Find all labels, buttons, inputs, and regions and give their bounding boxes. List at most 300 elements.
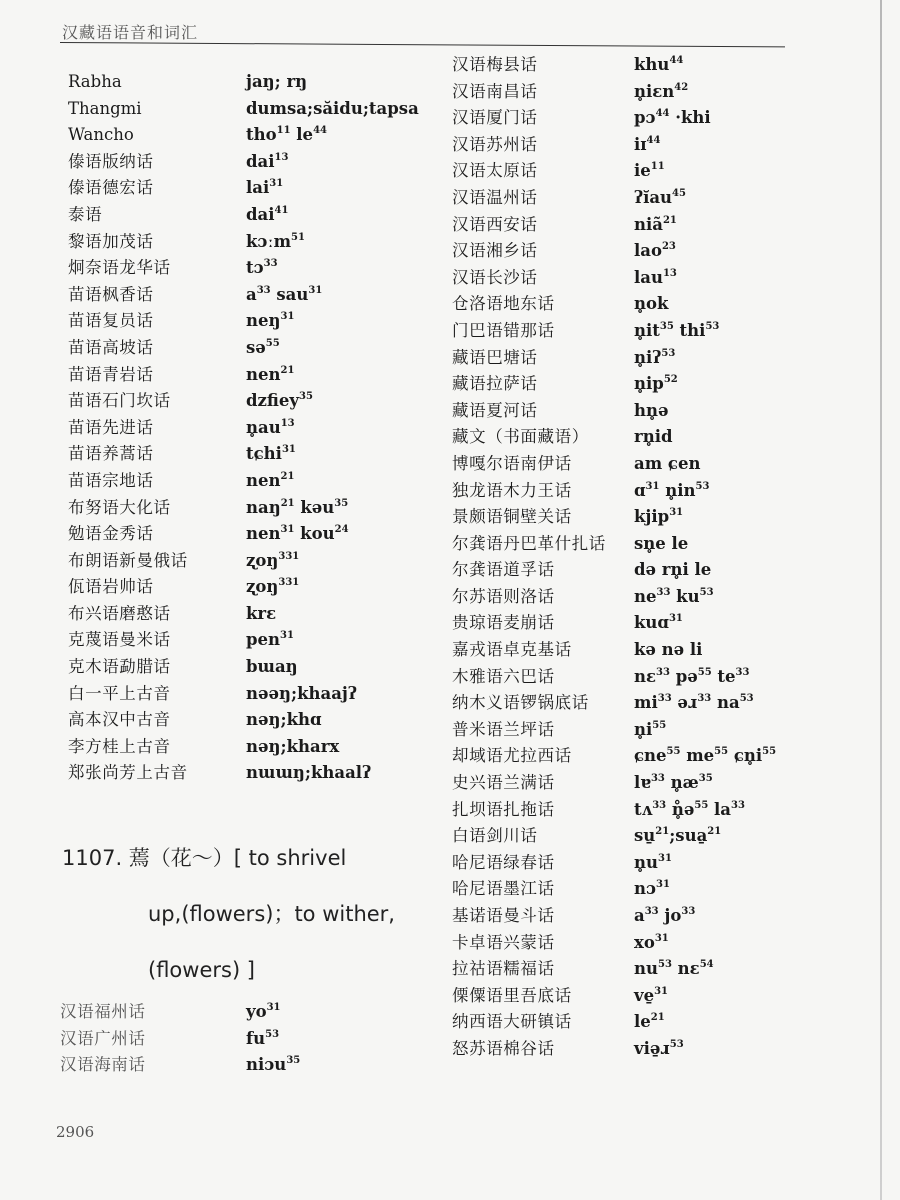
form-segment: te bbox=[711, 666, 736, 686]
entry-heading-line: 1107. 蔫（花～）[ to shrivel bbox=[62, 846, 347, 870]
tone-number: 53 bbox=[695, 480, 710, 492]
tone-number: 31 bbox=[269, 178, 284, 190]
tone-number: 45 bbox=[672, 187, 686, 199]
language-name: 苗语宗地话 bbox=[68, 470, 154, 490]
tone-number: 21 bbox=[655, 826, 670, 838]
language-name: 嘉戎语卓克基话 bbox=[452, 640, 572, 660]
form-segment: ne bbox=[634, 586, 657, 606]
word-form bbox=[634, 479, 709, 503]
page-header-title: 汉藏语语音和词汇 bbox=[62, 23, 199, 42]
word-form bbox=[246, 628, 294, 652]
form-segment: mi bbox=[634, 693, 658, 713]
form-segment: kuɑ bbox=[634, 613, 669, 633]
language-name: 傣语版纳话 bbox=[68, 151, 154, 171]
tone-number: 54 bbox=[699, 959, 714, 971]
tone-number: 13 bbox=[280, 417, 295, 429]
word-form bbox=[246, 416, 295, 440]
form-segment: na bbox=[711, 693, 740, 713]
word-form bbox=[634, 585, 714, 609]
tone-number: 23 bbox=[661, 241, 676, 253]
tone-number: 31 bbox=[645, 480, 660, 492]
tone-number: 21 bbox=[280, 497, 295, 509]
form-segment: thi bbox=[673, 320, 706, 340]
word-form bbox=[634, 505, 683, 529]
tone-number: 33 bbox=[681, 906, 696, 917]
word-form bbox=[246, 389, 313, 413]
language-name: 克蔑语曼米话 bbox=[68, 630, 171, 650]
tone-number: 35 bbox=[286, 1055, 301, 1067]
word-form bbox=[634, 851, 672, 875]
word-form bbox=[634, 452, 700, 476]
tone-number: 35 bbox=[659, 320, 674, 332]
word-form bbox=[634, 984, 668, 1008]
form-segment: la bbox=[708, 799, 732, 819]
tone-number: 33 bbox=[652, 799, 667, 811]
form-segment: niã bbox=[634, 214, 663, 234]
language-name: 白一平上古音 bbox=[68, 683, 171, 703]
form-segment: ie bbox=[634, 161, 651, 181]
language-name: 汉语湘乡话 bbox=[452, 241, 538, 261]
word-form bbox=[634, 266, 677, 290]
language-name: 汉语西安话 bbox=[452, 214, 538, 234]
form-segment: niɔu bbox=[246, 1055, 287, 1075]
word-form bbox=[246, 442, 296, 466]
form-segment: kə nə li bbox=[634, 640, 703, 660]
word-form bbox=[634, 372, 678, 396]
tone-number: 21 bbox=[707, 826, 722, 838]
form-segment: lau bbox=[634, 267, 663, 287]
language-name: 尔龚语丹巴革什扎话 bbox=[452, 533, 606, 553]
word-form bbox=[634, 346, 675, 370]
language-name: 汉语南昌话 bbox=[452, 81, 538, 101]
tone-number: 55 bbox=[714, 746, 729, 758]
tone-number: 21 bbox=[650, 1012, 665, 1024]
language-name: 苗语复员话 bbox=[68, 311, 154, 331]
language-name: 仓洛语地东话 bbox=[452, 294, 555, 314]
language-name: 佤语岩帅话 bbox=[68, 577, 154, 597]
word-form bbox=[246, 735, 339, 759]
tone-number: 331 bbox=[278, 550, 300, 562]
tone-number: 33 bbox=[657, 693, 672, 705]
language-name: 苗语高坡话 bbox=[68, 337, 154, 357]
form-segment: ʐoŋ bbox=[246, 550, 279, 570]
language-name: 尔龚语道孚话 bbox=[452, 560, 555, 580]
tone-number: 31 bbox=[266, 1002, 281, 1013]
language-name: 门巴语错那话 bbox=[452, 320, 555, 340]
word-form bbox=[246, 176, 283, 200]
form-segment: nɯɯŋ;khaalʔ bbox=[246, 763, 372, 783]
language-name: 炯奈语龙华话 bbox=[68, 258, 171, 278]
form-segment: le bbox=[634, 1012, 651, 1032]
word-form bbox=[634, 53, 683, 77]
entry-heading-line: up,(flowers)；to wither, bbox=[148, 902, 395, 926]
form-segment: n̥it bbox=[634, 320, 660, 340]
tone-number: 33 bbox=[263, 258, 278, 270]
form-segment: tɕhi bbox=[246, 444, 282, 464]
tone-number: 24 bbox=[334, 524, 349, 536]
language-name: 贵琼语麦崩话 bbox=[452, 613, 555, 633]
word-form bbox=[246, 70, 307, 94]
word-form bbox=[634, 665, 749, 689]
page-right-edge bbox=[880, 0, 882, 1200]
tone-number: 55 bbox=[694, 799, 709, 811]
language-name: 木雅语六巴话 bbox=[452, 666, 555, 686]
form-segment: xo bbox=[634, 932, 655, 952]
form-segment: dumsa;săidu;tapsa bbox=[246, 98, 419, 118]
tone-number: 41 bbox=[274, 204, 289, 216]
language-name: 纳木义语锣锅底话 bbox=[452, 693, 589, 713]
tone-number: 33 bbox=[256, 284, 271, 296]
word-form bbox=[634, 319, 719, 343]
language-name: 史兴语兰满话 bbox=[452, 773, 555, 793]
form-segment: nen bbox=[246, 364, 281, 384]
form-segment: a bbox=[634, 906, 645, 925]
form-segment: lɐ bbox=[634, 773, 651, 793]
form-segment: khu bbox=[634, 55, 670, 74]
form-segment: pen bbox=[246, 630, 281, 650]
page-number: 2906 bbox=[56, 1123, 95, 1141]
word-form bbox=[634, 957, 714, 981]
word-form bbox=[634, 798, 745, 822]
form-segment: viə̱ɹ bbox=[634, 1038, 670, 1058]
tone-number: 31 bbox=[280, 311, 295, 323]
language-name: Wancho bbox=[68, 125, 134, 145]
word-form bbox=[634, 80, 688, 104]
language-name: 怒苏语棉谷话 bbox=[452, 1038, 555, 1058]
entry-heading-line: (flowers) ] bbox=[148, 958, 255, 982]
tone-number: 31 bbox=[280, 524, 295, 536]
language-name: 郑张尚芳上古音 bbox=[68, 763, 188, 783]
tone-number: 21 bbox=[662, 214, 677, 226]
word-form bbox=[246, 230, 305, 254]
word-form bbox=[634, 213, 677, 237]
language-name: 博嘎尔语南伊话 bbox=[452, 453, 572, 473]
word-form bbox=[634, 771, 713, 795]
form-segment: lao bbox=[634, 241, 662, 261]
form-segment: me bbox=[680, 746, 715, 766]
form-segment: n̥iɛn bbox=[634, 81, 675, 101]
language-name: 汉语梅县话 bbox=[452, 55, 538, 74]
tone-number: 31 bbox=[668, 613, 683, 625]
language-name: Thangmi bbox=[68, 98, 142, 118]
language-name: 白语剑川话 bbox=[452, 826, 538, 846]
header-rule bbox=[60, 42, 785, 47]
tone-number: 13 bbox=[662, 267, 677, 279]
word-form bbox=[246, 256, 278, 280]
form-segment: iɪ bbox=[634, 134, 647, 154]
form-segment: ɑ bbox=[634, 480, 646, 500]
form-segment: nəŋ;khɑ bbox=[246, 710, 322, 730]
language-name: 普米语兰坪话 bbox=[452, 719, 555, 739]
tone-number: 35 bbox=[334, 497, 349, 509]
form-segment: nen bbox=[246, 470, 281, 490]
tone-number: 55 bbox=[762, 746, 777, 758]
language-name: 藏语夏河话 bbox=[452, 400, 538, 420]
word-form bbox=[246, 469, 294, 493]
word-form bbox=[246, 682, 357, 706]
word-form bbox=[634, 744, 776, 768]
language-name: 拉祜语糯福话 bbox=[452, 959, 555, 979]
language-name: 高本汉中古音 bbox=[68, 710, 171, 730]
language-name: 却域语尤拉西话 bbox=[452, 746, 572, 766]
form-segment: nəəŋ;khaajʔ bbox=[246, 683, 357, 703]
word-form bbox=[246, 655, 298, 679]
language-name: 纳西语大研镇话 bbox=[452, 1012, 572, 1032]
form-segment: le bbox=[290, 125, 314, 145]
word-form bbox=[634, 425, 673, 449]
form-segment: nɛ bbox=[671, 959, 700, 979]
form-segment: nɛ bbox=[634, 666, 657, 686]
form-segment: krɛ bbox=[246, 603, 277, 623]
entry-heading-1107 bbox=[62, 838, 402, 1006]
tone-number: 51 bbox=[291, 231, 305, 243]
form-segment: su̱ bbox=[634, 826, 656, 846]
tone-number: 11 bbox=[276, 125, 291, 137]
language-name: 苗语石门坎话 bbox=[68, 391, 171, 411]
language-name: 李方桂上古音 bbox=[68, 736, 171, 756]
language-name: 汉语海南话 bbox=[60, 1055, 146, 1075]
word-form bbox=[246, 336, 280, 360]
tone-number: 44 bbox=[669, 55, 684, 66]
word-form bbox=[634, 558, 711, 582]
language-name: 汉语长沙话 bbox=[452, 267, 538, 287]
word-form bbox=[246, 761, 371, 785]
language-name: Rabha bbox=[68, 72, 122, 91]
language-name: 哈尼语绿春话 bbox=[452, 852, 555, 872]
tone-number: 52 bbox=[663, 374, 678, 386]
form-segment: dzfiey bbox=[246, 391, 299, 411]
form-segment: sn̥e le bbox=[634, 533, 689, 553]
form-segment: jo bbox=[658, 906, 682, 925]
word-form bbox=[634, 691, 754, 715]
language-name: 傈僳语里吾底话 bbox=[452, 985, 572, 1005]
tone-number: 31 bbox=[654, 932, 669, 944]
form-segment: kəu bbox=[294, 497, 335, 517]
form-segment: kɔːm bbox=[246, 231, 292, 251]
form-segment: bɯaŋ bbox=[246, 657, 298, 677]
tone-number: 31 bbox=[308, 284, 323, 296]
tone-number: 33 bbox=[650, 773, 665, 785]
word-form bbox=[246, 150, 288, 174]
tone-number: 33 bbox=[731, 799, 745, 811]
form-segment: n̥au bbox=[246, 417, 281, 437]
language-name: 苗语青岩话 bbox=[68, 364, 154, 384]
tone-number: 21 bbox=[280, 364, 295, 376]
tone-number: 44 bbox=[313, 125, 327, 137]
word-form bbox=[634, 399, 669, 423]
word-form bbox=[634, 877, 670, 901]
tone-number: 331 bbox=[278, 577, 300, 589]
word-form bbox=[246, 549, 299, 573]
language-name: 汉语广州话 bbox=[60, 1028, 146, 1048]
form-segment: yo bbox=[246, 1002, 267, 1021]
language-name: 汉语苏州话 bbox=[452, 134, 538, 154]
tone-number: 53 bbox=[265, 1028, 280, 1040]
form-segment: nəŋ;kharx bbox=[246, 736, 340, 756]
tone-number: 53 bbox=[699, 586, 714, 598]
word-form bbox=[634, 532, 688, 556]
form-segment: dai bbox=[246, 151, 275, 171]
form-segment: ;sua̱ bbox=[669, 826, 708, 846]
form-segment: pɔ bbox=[634, 108, 656, 128]
tone-number: 33 bbox=[644, 906, 659, 917]
word-form bbox=[634, 1037, 684, 1061]
form-segment: n̥iʔ bbox=[634, 347, 662, 367]
tone-number: 33 bbox=[656, 666, 670, 678]
language-name: 泰语 bbox=[68, 204, 103, 224]
word-form bbox=[634, 106, 711, 130]
word-form bbox=[634, 186, 686, 210]
tone-number: 42 bbox=[674, 81, 689, 93]
tone-number: 33 bbox=[656, 586, 671, 598]
form-segment: n̥u bbox=[634, 852, 658, 872]
language-name: 汉语厦门话 bbox=[452, 108, 538, 128]
form-segment: am ɕen bbox=[634, 453, 701, 473]
form-segment: n̥æ bbox=[664, 773, 699, 793]
form-segment: sə bbox=[246, 337, 266, 357]
tone-number: 44 bbox=[655, 108, 670, 120]
tone-number: 31 bbox=[654, 985, 669, 997]
language-name: 布朗语新曼俄话 bbox=[68, 550, 188, 570]
tone-number: 33 bbox=[697, 693, 712, 705]
form-segment: ʔĭau bbox=[634, 187, 673, 207]
form-segment: naŋ bbox=[246, 497, 281, 517]
form-segment: kou bbox=[294, 524, 335, 544]
language-name: 汉语温州话 bbox=[452, 187, 538, 207]
tone-number: 44 bbox=[646, 134, 661, 146]
tone-number: 31 bbox=[281, 444, 296, 456]
word-form bbox=[634, 611, 683, 635]
word-form bbox=[246, 123, 327, 147]
tone-number: 53 bbox=[739, 693, 754, 705]
form-segment: n̥i bbox=[634, 719, 653, 739]
form-segment: fu bbox=[246, 1028, 266, 1048]
form-segment: tɔ bbox=[246, 258, 264, 278]
language-name: 尔苏语则洛话 bbox=[452, 586, 555, 606]
form-segment: n̥in bbox=[659, 480, 696, 500]
form-segment: ve̱ bbox=[634, 985, 655, 1005]
word-form bbox=[246, 97, 419, 121]
language-name: 苗语先进话 bbox=[68, 417, 154, 437]
language-name: 苗语养蒿话 bbox=[68, 444, 154, 464]
language-name: 卡卓语兴蒙话 bbox=[452, 932, 555, 952]
language-name: 布兴语磨憨话 bbox=[68, 603, 171, 623]
language-name: 黎语加茂话 bbox=[68, 231, 154, 251]
word-form bbox=[246, 1053, 300, 1077]
word-form bbox=[246, 496, 348, 520]
word-form bbox=[634, 931, 669, 955]
language-name: 景颇语铜壁关话 bbox=[452, 507, 572, 527]
tone-number: 53 bbox=[661, 347, 676, 359]
form-segment: n̥̊ə bbox=[666, 799, 695, 819]
word-form bbox=[634, 239, 676, 263]
form-segment: neŋ bbox=[246, 311, 281, 331]
form-segment: ɕne bbox=[634, 746, 667, 766]
form-segment: kjip bbox=[634, 507, 670, 527]
word-form bbox=[634, 904, 695, 928]
form-segment: ɕn̥i bbox=[728, 746, 763, 766]
tone-number: 53 bbox=[669, 1038, 684, 1050]
language-name: 哈尼语墨江话 bbox=[452, 879, 555, 899]
form-segment: hn̥ə bbox=[634, 400, 669, 420]
tone-number: 55 bbox=[697, 666, 712, 678]
form-segment: ʐoŋ bbox=[246, 577, 279, 597]
language-name: 傣语德宏话 bbox=[68, 178, 154, 198]
language-name: 勉语金秀话 bbox=[68, 524, 154, 544]
word-form bbox=[246, 602, 276, 626]
language-name: 扎坝语扎拖话 bbox=[452, 799, 555, 819]
language-name: 藏语拉萨话 bbox=[452, 374, 538, 394]
language-name: 基诺语曼斗话 bbox=[452, 906, 555, 925]
form-segment: pə bbox=[669, 666, 698, 686]
word-form bbox=[246, 1027, 279, 1051]
language-name: 汉语福州话 bbox=[60, 1002, 146, 1021]
tone-number: 35 bbox=[299, 391, 313, 403]
word-form bbox=[246, 575, 299, 599]
form-segment: a bbox=[246, 284, 257, 304]
tone-number: 55 bbox=[666, 746, 681, 758]
form-segment: tho bbox=[246, 125, 277, 145]
tone-number: 31 bbox=[656, 879, 670, 891]
language-name: 藏文（书面藏语） bbox=[452, 427, 589, 447]
word-form bbox=[246, 708, 322, 732]
form-segment: n̥ok bbox=[634, 294, 669, 314]
form-segment: nɔ bbox=[634, 879, 657, 899]
language-name: 布努语大化话 bbox=[68, 497, 171, 517]
language-name: 汉语太原话 bbox=[452, 161, 538, 181]
form-segment: nu bbox=[634, 959, 658, 979]
word-form bbox=[246, 309, 294, 333]
form-segment: n̥ip bbox=[634, 374, 664, 394]
tone-number: 55 bbox=[652, 719, 667, 731]
tone-number: 53 bbox=[658, 959, 672, 971]
tone-number: 21 bbox=[280, 470, 295, 482]
word-form bbox=[246, 203, 288, 227]
word-form bbox=[246, 1000, 281, 1024]
form-segment: dai bbox=[246, 204, 275, 224]
word-form bbox=[246, 522, 349, 546]
tone-number: 55 bbox=[265, 337, 280, 349]
tone-number: 33 bbox=[735, 666, 750, 678]
form-segment: lai bbox=[246, 178, 270, 198]
word-form bbox=[634, 133, 660, 157]
language-name: 克木语勐腊话 bbox=[68, 657, 171, 677]
word-form bbox=[634, 638, 702, 662]
tone-number: 53 bbox=[705, 320, 720, 332]
tone-number: 31 bbox=[669, 507, 684, 519]
word-form bbox=[634, 159, 665, 183]
word-form bbox=[634, 824, 721, 848]
form-segment: əɹ bbox=[671, 693, 698, 713]
form-segment: sau bbox=[270, 284, 309, 304]
form-segment: ·khi bbox=[669, 108, 711, 128]
form-segment: rn̥id bbox=[634, 427, 673, 447]
language-name: 独龙语木力王话 bbox=[452, 480, 572, 500]
tone-number: 35 bbox=[698, 773, 713, 785]
tone-number: 31 bbox=[658, 852, 672, 864]
form-segment: ku bbox=[670, 586, 700, 606]
word-form bbox=[246, 363, 294, 387]
tone-number: 31 bbox=[280, 630, 294, 642]
language-name: 苗语枫香话 bbox=[68, 284, 154, 304]
tone-number: 13 bbox=[274, 151, 289, 163]
form-segment: də rn̥i le bbox=[634, 560, 712, 580]
form-segment: jaŋ; rŋ bbox=[246, 72, 308, 91]
word-form bbox=[634, 292, 668, 316]
language-name: 藏语巴塘话 bbox=[452, 347, 538, 367]
word-form bbox=[634, 1010, 665, 1034]
word-form bbox=[634, 718, 666, 742]
